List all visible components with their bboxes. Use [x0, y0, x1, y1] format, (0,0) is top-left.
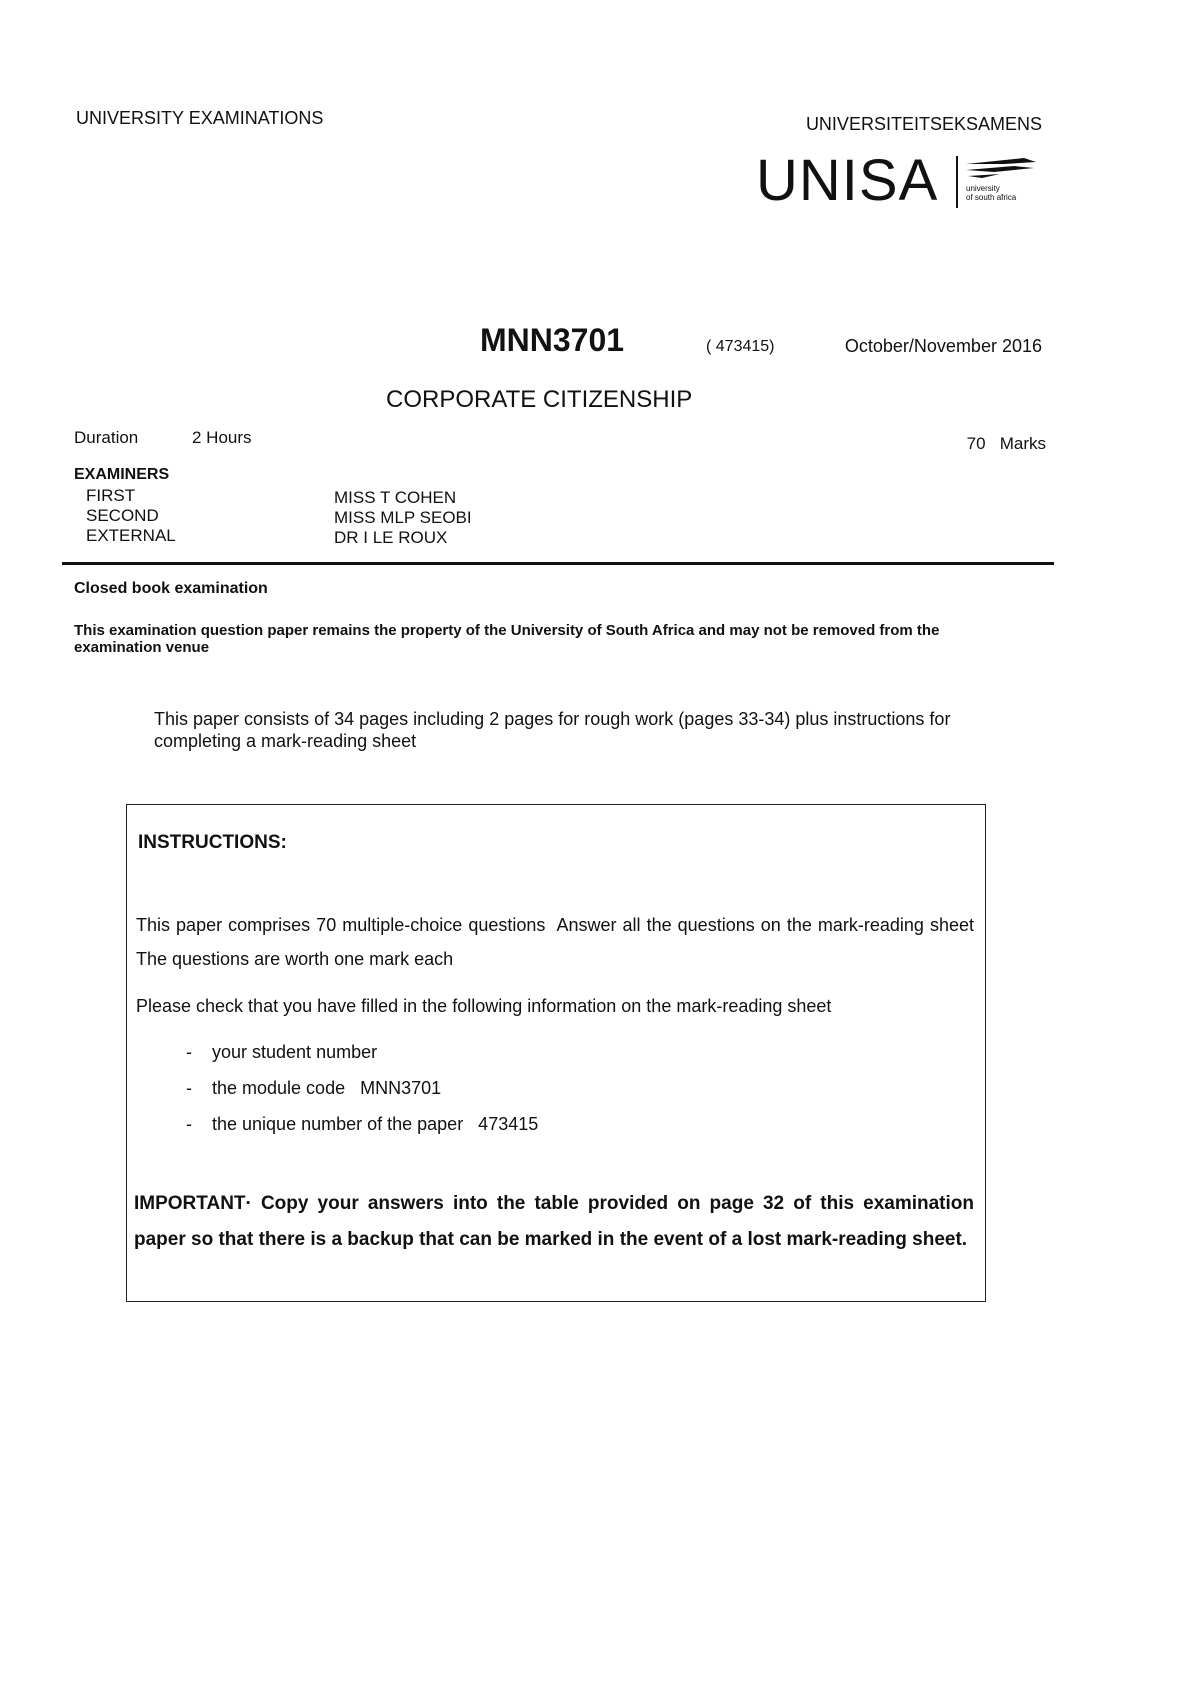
- header-divider: [62, 562, 1054, 565]
- examiner-name: MISS T COHEN: [334, 488, 457, 507]
- bullet-dash: -: [186, 1114, 192, 1134]
- bullet-text: the unique number of the paper 473415: [212, 1114, 539, 1134]
- bullet-text: the module code MNN3701: [212, 1078, 442, 1098]
- exam-session: October/November 2016: [844, 336, 1042, 356]
- logo-tagline-line-1: university: [966, 184, 1000, 193]
- examiner-role: EXTERNAL: [86, 526, 176, 545]
- examiner-name: MISS MLP SEOBI: [334, 508, 472, 527]
- logo-divider: [956, 156, 958, 208]
- property-notice: This examination question paper remains the property of the University of South Africa and may not be removed from the examination venue: [74, 622, 940, 656]
- unique-number: ( 473415): [706, 338, 775, 355]
- logo-tagline-line-2: of south africa: [966, 193, 1017, 202]
- module-code: MNN3701: [480, 322, 625, 358]
- examiner-name: DR I LE ROUX: [334, 528, 448, 547]
- examiners-heading: EXAMINERS: [74, 466, 170, 483]
- bullet-dash: -: [186, 1078, 192, 1098]
- instructions-heading: INSTRUCTIONS:: [138, 832, 287, 853]
- total-marks: 70 Marks: [966, 434, 1046, 453]
- instruction-bullet: [186, 1042, 377, 1063]
- module-title: CORPORATE CITIZENSHIP: [386, 386, 693, 413]
- logo-swoosh-icon: [964, 154, 1038, 184]
- logo-tagline: [966, 184, 1016, 202]
- instruction-bullet: [186, 1114, 538, 1135]
- page-count-note: This paper consists of 34 pages including 2 pages for rough work (pages 33-34) plus instructions for completing a mark-reading sheet: [154, 709, 951, 751]
- bullet-text: your student number: [212, 1042, 378, 1062]
- duration-label: Duration: [74, 428, 139, 447]
- instruction-bullet: [186, 1078, 441, 1099]
- instructions-check-paragraph: Please check that you have filled in the following information on the mark-reading sheet: [136, 996, 832, 1016]
- duration-value: 2 Hours: [192, 428, 252, 447]
- important-notice: IMPORTANT· Copy your answers into the table provided on page 32 of this examination paper so that there is a backup that can be marked in the event of a lost mark-reading sheet.: [134, 1193, 974, 1250]
- header-university-examinations: UNIVERSITY EXAMINATIONS: [76, 108, 324, 128]
- instructions-paragraph: This paper comprises 70 multiple-choice questions Answer all the questions on the mark-reading sheet The questions are worth one mark each: [136, 915, 985, 969]
- header-universiteitseksamens: UNIVERSITEITSEKSAMENS: [805, 114, 1042, 134]
- closed-book-note: Closed book examination: [74, 580, 268, 597]
- bullet-dash: -: [186, 1042, 192, 1062]
- unisa-logo: [756, 150, 1038, 212]
- logo-wordmark: UNISA: [756, 148, 939, 213]
- examiner-role: SECOND: [86, 506, 159, 525]
- examiner-role: FIRST: [86, 486, 136, 505]
